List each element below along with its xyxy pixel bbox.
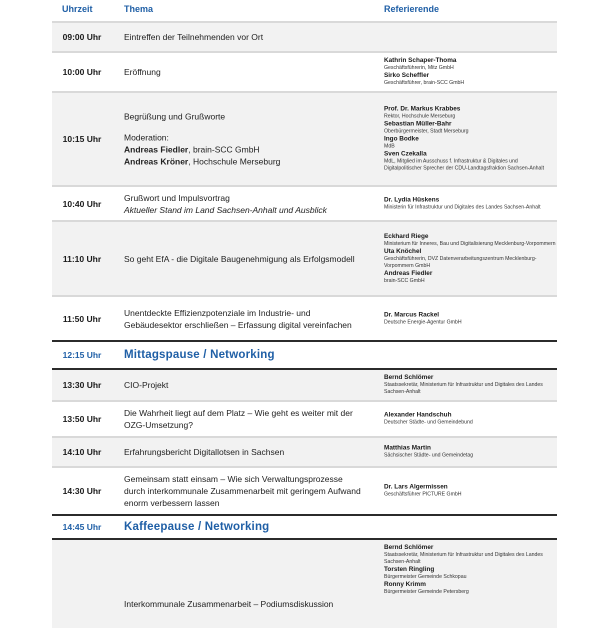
agenda-header: [0, 0, 600, 20]
agenda-row: [52, 295, 557, 340]
speaker-list: [384, 445, 556, 460]
speaker-role: brain-SCC GmbH: [384, 277, 425, 284]
speaker-role: Bürgermeister Gemeinde Schkopau: [384, 574, 467, 580]
agenda-topic: Grußwort und Impulsvortrag Aktueller Stand im Land Sachsen-Anhalt und Ausblick: [124, 192, 327, 215]
agenda-topic: Eintreffen der Teilnehmenden vor Ort: [124, 32, 264, 42]
speaker-role: Oberbürgermeister, Stadt Merseburg: [384, 128, 469, 135]
speaker-name: Prof. Dr. Markus Krabbes: [384, 105, 461, 113]
agenda-time: 10:15 Uhr: [62, 134, 102, 144]
agenda-time: 13:50 Uhr: [62, 414, 102, 424]
agenda-row: [52, 185, 557, 220]
agenda-time: 13:30 Uhr: [62, 380, 102, 390]
speaker-role: MdL, Mitglied im Ausschuss f. Infrastruktur & Digitales und Digitalpolitischer Sprecher der CDU-Landtagsfraktion Sachsen-Anhalt: [384, 158, 545, 172]
speaker-role: Sächsischer Städte- und Gemeindetag: [384, 452, 474, 459]
speaker-role: Geschäftsführer, brain-SCC GmbH: [384, 80, 465, 86]
agenda-row: [52, 91, 557, 185]
speaker-name: Kathrin Schaper-Thoma: [384, 57, 457, 64]
agenda-time: 10:00 Uhr: [62, 67, 102, 77]
break-time: 12:15 Uhr: [62, 350, 102, 360]
speaker-role: Staatssekretär, Ministerium für Infrastruktur und Digitales des Landes Sachsen-Anhalt: [384, 382, 543, 395]
speaker-name: Alexander Handschuh: [384, 411, 452, 419]
agenda-topic: Erfahrungsbericht Digitallotsen in Sachsen: [124, 447, 285, 457]
speaker-role: Rektor, Hochschule Merseburg: [384, 113, 456, 120]
agenda-time: 14:30 Uhr: [62, 486, 102, 496]
agenda-topic: So geht EfA - die Digitale Baugenehmigung als Erfolgsmodell: [124, 253, 355, 264]
agenda-row: [52, 436, 557, 466]
speaker-list: [384, 233, 556, 285]
agenda-time: 09:00 Uhr: [62, 32, 102, 42]
speaker-name: Dr. Marcus Rackel: [384, 311, 440, 318]
speaker-name: Dr. Lars Algermissen: [384, 483, 448, 491]
speaker-list: [384, 311, 556, 326]
agenda-row: [52, 51, 557, 91]
speaker-name: Bernd Schlömer: [384, 374, 434, 381]
agenda-topic: Gemeinsam statt einsam – Wie sich Verwaltungsprozesse durch interkommunale Zusammenarbeit mit geringem Aufwand enorm verbessern lassen: [124, 474, 361, 508]
speaker-list: [384, 374, 556, 396]
speaker-role: Deutscher Städte- und Gemeindebund: [384, 419, 473, 426]
agenda-row: [52, 400, 557, 436]
agenda-row: [52, 220, 557, 295]
speaker-name: Dr. Lydia Hüskens: [384, 196, 440, 203]
speaker-list: [384, 484, 556, 499]
agenda-time: 11:10 Uhr: [62, 253, 102, 264]
speaker-list: [384, 196, 556, 211]
speaker-role: Bürgermeister Gemeinde Petersberg: [384, 589, 469, 595]
speaker-role: Geschäftsführerin, Mitz GmbH: [384, 65, 454, 71]
speaker-name: Sirko Scheffler: [384, 72, 430, 79]
agenda-row: [52, 538, 557, 628]
moderator-name: Andreas Fiedler: [124, 144, 189, 155]
speaker-name: Bernd Schlömer: [384, 544, 434, 551]
agenda-topic: Unentdeckte Effizienzpotenziale im Industrie- und Gebäudesektor erschließen – Erfassung digital vereinfachen: [124, 307, 352, 330]
speaker-role: Geschäftsführerin, DVZ Datenverarbeitungszentrum Mecklenburg-Vorpommern GmbH: [384, 255, 537, 269]
speaker-role: Staatssekretär, Ministerium für Infrastruktur und Digitales des Landes Sachsen-Anhalt: [384, 552, 543, 565]
speaker-role: Geschäftsführer PICTURE GmbH: [384, 491, 462, 498]
agenda-time: 14:10 Uhr: [62, 447, 102, 457]
header-time: Uhrzeit: [62, 4, 93, 14]
break-title: Mittagspause / Networking: [124, 349, 275, 361]
speaker-name: Sebastian Müller-Bahr: [384, 120, 452, 128]
break-title: Kaffeepause / Networking: [124, 521, 270, 533]
agenda-time: 11:50 Uhr: [62, 313, 102, 324]
break-row: [52, 514, 557, 538]
speaker-role: Ministerin für Infrastruktur und Digitales des Landes Sachsen-Anhalt: [384, 204, 541, 210]
agenda-row: [52, 466, 557, 514]
agenda-topic: CIO-Projekt: [124, 380, 169, 390]
speaker-list: [384, 412, 556, 427]
speaker-name: Andreas Fiedler: [384, 269, 433, 277]
moderator-name: Andreas Kröner: [124, 156, 189, 167]
speaker-role: MdB: [384, 143, 395, 150]
agenda-topic: Die Wahrheit liegt auf dem Platz – Wie geht es weiter mit der OZG-Umsetzung?: [124, 408, 353, 430]
agenda-topic: Begrüßung und Grußworte Moderation: Andreas Fiedler, brain-SCC GmbH Andreas Kröner, Hochschule Merseburg: [124, 111, 281, 167]
header-topic: Thema: [124, 4, 154, 14]
speaker-role: Ministerium für Inneres, Bau und Digitalisierung Mecklenburg-Vorpommern: [384, 240, 556, 247]
agenda-row: [52, 368, 557, 400]
break-row: [52, 340, 557, 368]
speaker-list: [384, 57, 556, 87]
speaker-name: Ronny Krimm: [384, 581, 426, 588]
speaker-name: Torsten Ringling: [384, 566, 435, 573]
agenda-topic: Interkommunale Zusammenarbeit – Podiumsdiskussion: [124, 599, 334, 609]
break-time: 14:45 Uhr: [62, 522, 102, 532]
speaker-name: Uta Knöchel: [384, 247, 422, 255]
speaker-list: [384, 106, 556, 173]
speaker-role: Deutsche Energie-Agentur GmbH: [384, 319, 462, 325]
header-speakers: Referierende: [384, 4, 440, 14]
speaker-name: Eckhard Riege: [384, 232, 429, 240]
agenda-row: [52, 21, 557, 51]
speaker-list: [384, 544, 556, 596]
agenda-topic: Eröffnung: [124, 67, 161, 77]
speaker-name: Matthias Martin: [384, 444, 431, 452]
speaker-name: Ingo Bodke: [384, 135, 419, 143]
agenda-time: 10:40 Uhr: [62, 198, 102, 209]
speaker-name: Sven Czekalla: [384, 150, 427, 158]
